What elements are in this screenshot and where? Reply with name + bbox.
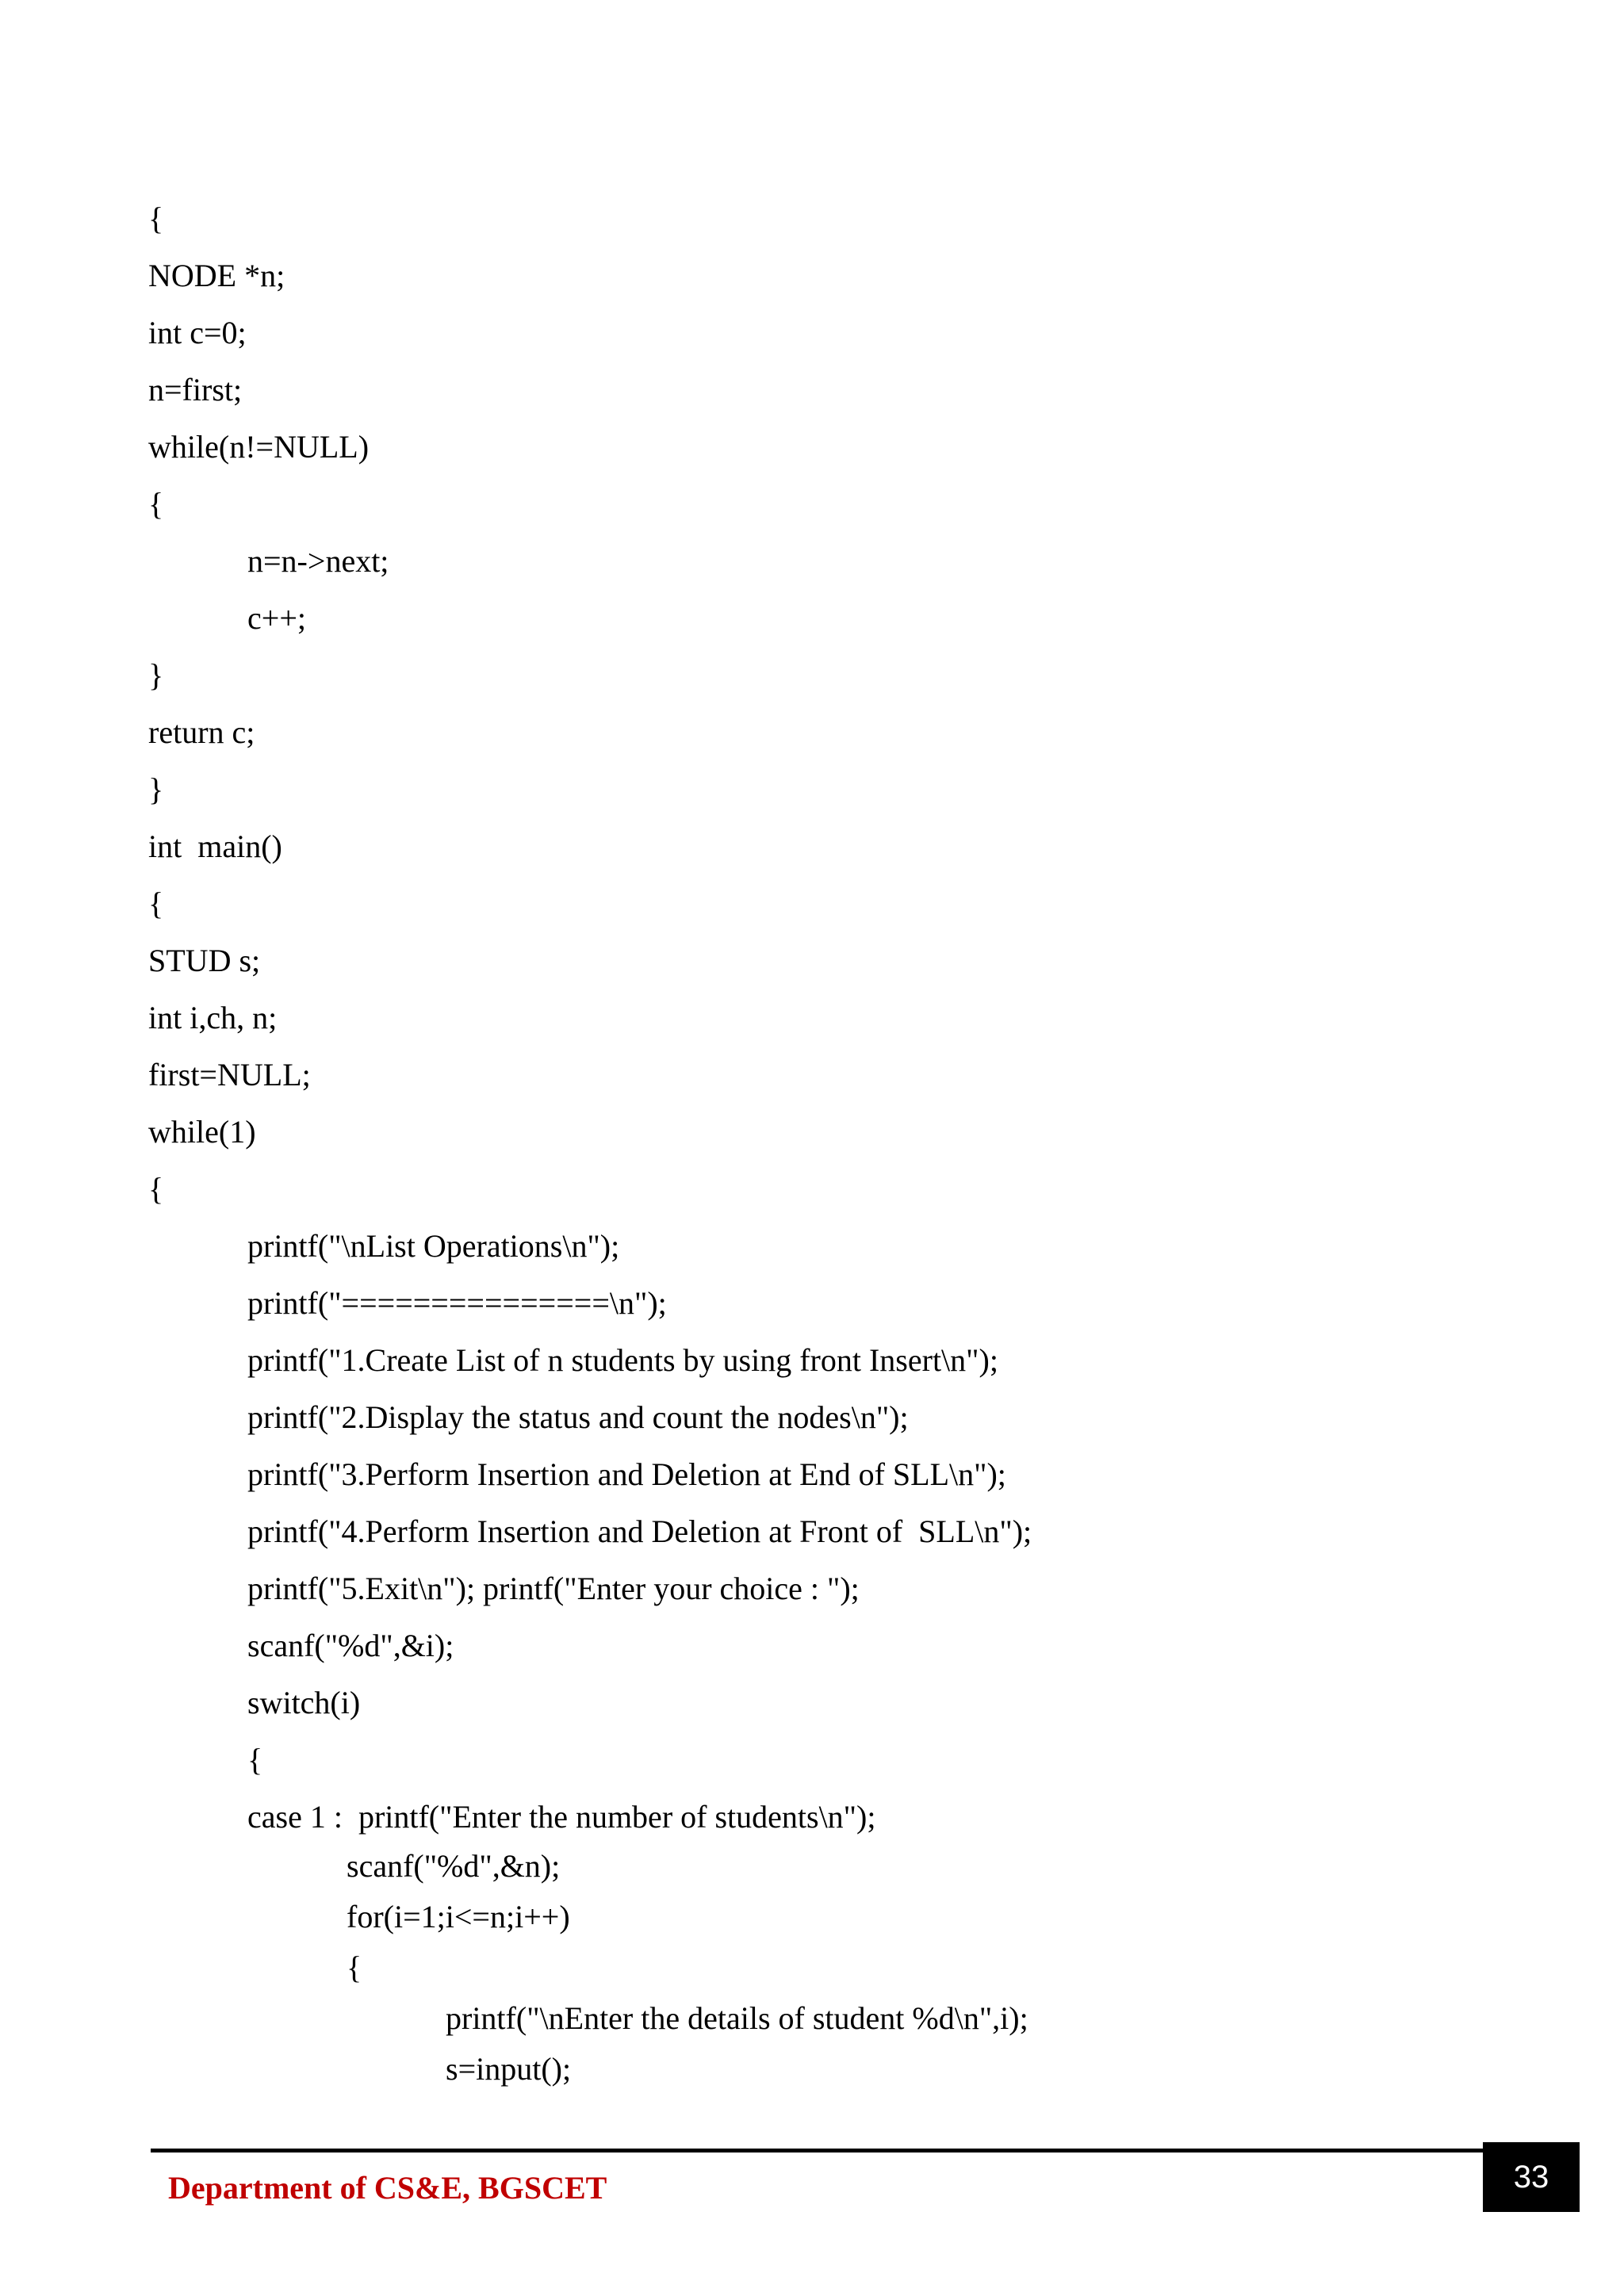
code-line: int c=0;: [148, 315, 247, 350]
code-line: printf("1.Create List of n students by using front Insert\n");: [247, 1342, 998, 1378]
page-number: 33: [1483, 2142, 1580, 2212]
code-line: int main(): [148, 828, 282, 864]
code-line: scanf("%d",&n);: [347, 1848, 561, 1884]
code-line: s=input();: [446, 2051, 572, 2087]
code-line: n=n->next;: [247, 543, 389, 579]
code-line: {: [247, 1742, 263, 1777]
code-line: case 1 : printf("Enter the number of students\n");: [247, 1799, 876, 1835]
code-line: }: [148, 771, 164, 807]
code-line: printf("2.Display the status and count the nodes\n");: [247, 1399, 909, 1435]
code-line: printf("4.Perform Insertion and Deletion at Front of SLL\n");: [247, 1513, 1032, 1549]
code-line: }: [148, 657, 164, 693]
code-line: while(n!=NULL): [148, 429, 370, 465]
footer-divider: [151, 2149, 1483, 2152]
code-line: printf("===============\n");: [247, 1285, 667, 1321]
code-line: NODE *n;: [148, 258, 285, 293]
code-line: {: [148, 486, 164, 522]
code-line: {: [148, 886, 164, 921]
code-line: {: [148, 201, 164, 236]
code-line: int i,ch, n;: [148, 1000, 278, 1035]
code-line: c++;: [247, 600, 306, 636]
code-line: {: [347, 1950, 362, 1985]
code-line: printf("\nList Operations\n");: [247, 1228, 620, 1264]
code-line: printf("\nEnter the details of student %d\n",i);: [446, 2000, 1028, 2036]
code-line: return c;: [148, 714, 255, 750]
code-line: scanf("%d",&i);: [247, 1628, 454, 1663]
footer-department: Department of CS&E, BGSCET: [168, 2170, 607, 2206]
code-line: printf("5.Exit\n"); printf("Enter your choice : ");: [247, 1571, 860, 1606]
code-line: n=first;: [148, 372, 243, 408]
code-line: printf("3.Perform Insertion and Deletion at End of SLL\n");: [247, 1456, 1006, 1492]
code-line: for(i=1;i<=n;i++): [347, 1899, 570, 1934]
code-line: {: [148, 1171, 164, 1207]
code-line: while(1): [148, 1114, 256, 1150]
code-line: switch(i): [247, 1685, 361, 1720]
code-line: STUD s;: [148, 943, 261, 978]
code-line: first=NULL;: [148, 1057, 311, 1093]
